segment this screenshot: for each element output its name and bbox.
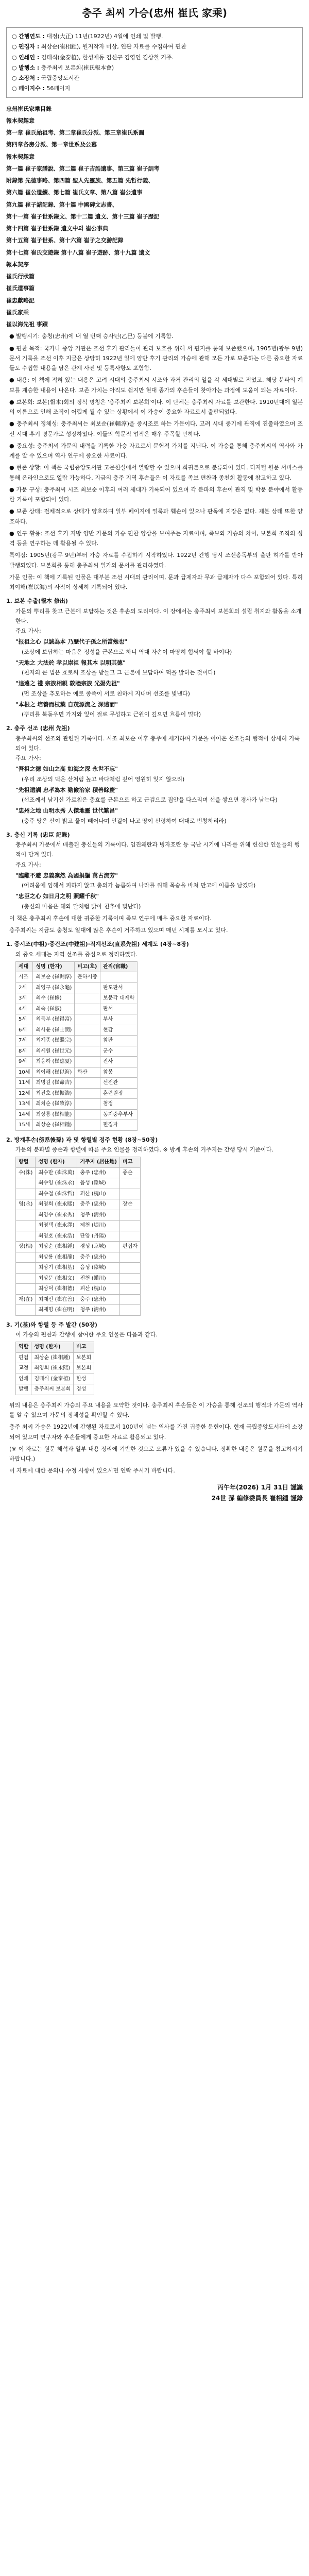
- block-subheading: 주요 가사:: [15, 861, 41, 868]
- section-label: 崔氏遺事篇: [6, 285, 35, 292]
- paragraph-text: 내용: 이 책에 적혀 있는 내용은 고려 시대의 충주최씨 시조와 과거 관리의 일을 각 세대별로 적었고, 해당 분파의 계보를 계승한 내용이 나온다. 보존 가치는 아직도 쉽지만 현대 종가의 후손들이 찾아가는 과정에 도움이 되는 자료이다.: [9, 377, 303, 394]
- table-cell: 최상룡 (崔相龍): [36, 1252, 77, 1263]
- table-cell: 최상순 (崔相鍾): [33, 1120, 75, 1131]
- table-row: [16, 1057, 138, 1067]
- table-cell: 최보순 (崔輔淳): [33, 972, 75, 983]
- meta-row: ○ 발행소 : 충주최씨 보본회(崔氏報本會): [12, 64, 114, 71]
- toc-item: 第十一篇 崔子世系錄文、第十二篇 遺文、第十三篇 崔子歷記: [6, 213, 160, 220]
- table-cell: 최영수 (崔永秀): [36, 1210, 77, 1221]
- table-cell: [16, 1305, 36, 1316]
- paragraph-text: 보본회: 보본(報本)회의 정식 명칭은 '충주최씨 보본회'이다. 이 단체는 충주최씨 자료를 보관한다. 1910년대에 일본의 이름으로 인해 조직이 어렵게 될 수 있는 상황에서 이 가승이 중요한 자료로서 출판되었다.: [9, 398, 303, 415]
- table-header-cell: 역할: [16, 1342, 31, 1353]
- meta-row: ○ 소장처 : 국립중앙도서관: [12, 75, 80, 81]
- table-cell: 최상덕 (崔相德): [36, 1284, 77, 1295]
- table-cell: 군수: [100, 1046, 138, 1057]
- table-section-2: [6, 1135, 303, 1316]
- table-cell: 최재선 (崔在善): [36, 1294, 77, 1305]
- table-cell: [75, 1099, 100, 1110]
- table-cell: 상(相): [16, 1242, 36, 1252]
- table-cell: 충주 (忠州): [77, 1199, 120, 1210]
- table-cell: 최이해 (崔以海): [33, 1067, 75, 1078]
- table-cell: 최상룡 (崔相龍): [33, 1109, 75, 1120]
- table-cell: 12세: [16, 1088, 33, 1099]
- section-heading: 忠州崔氏家乘目錄: [6, 105, 52, 112]
- table-cell: 판서: [100, 1004, 138, 1014]
- table-cell: 판도판서: [100, 982, 138, 993]
- table-title: 3. 기(基)와 항렬 등 주 발간 (50장): [6, 1321, 97, 1328]
- table-cell: [120, 1231, 141, 1242]
- table-cell: [120, 1252, 141, 1263]
- table-cell: [75, 1025, 100, 1036]
- table-header-cell: 성명 (한자): [36, 1157, 77, 1168]
- content-block: [6, 723, 303, 826]
- table-cell: 최수 (崔修): [33, 993, 75, 1004]
- table-cell: 선전관: [100, 1078, 138, 1089]
- table-section-1: [6, 939, 303, 1131]
- toc-item: 第十四篇 崔子世系錄 遺文中의 崔公事典: [6, 225, 109, 232]
- section-label: 崔忠獻略記: [6, 297, 35, 304]
- summary-paragraph: ● 내용: 이 책에 적혀 있는 내용은 고려 시대의 충주최씨 시조와 과거 관리의 일을 각 세대별로 적었고, 해당 분파의 계보를 계승한 내용이 나온다. 보존 가치는 아직도 쉽지만 현대 종가의 후손들이 찾아가는 과정에 도움이 되는 자료이다.: [9, 377, 303, 394]
- table-row: [16, 1178, 141, 1189]
- closing-section: [6, 1400, 303, 1476]
- block-note: 충주최씨는 지금도 충청도 일대에 많은 후손이 거주하고 있으며 매년 시제를 모시고 있다.: [9, 927, 228, 934]
- table-row: [16, 1252, 141, 1263]
- table-header-cell: 거주지 (居住地): [77, 1157, 120, 1168]
- table-cell: 최사윤 (崔士潤): [33, 1025, 75, 1036]
- table-row: [16, 1167, 141, 1178]
- table-cell: 최수철 (崔洙哲): [36, 1189, 77, 1199]
- table-cell: [120, 1178, 141, 1189]
- summary-paragraph: ● 보본회: 보본(報本)회의 정식 명칭은 '충주최씨 보본회'이다. 이 단체는 충주최씨 자료를 보관한다. 1910년대에 일본의 이름으로 인해 조직이 어렵게 될 수 있는 상황에서 이 가승이 중요한 자료로서 출판되었다.: [9, 398, 303, 415]
- table-header-cell: 항렬: [16, 1157, 36, 1168]
- table-cell: [120, 1189, 141, 1199]
- table-cell: 4세: [16, 1004, 33, 1014]
- block-subheading: 주요 가사:: [15, 628, 41, 634]
- verse-translation: (어려움에 임해서 피하지 않고 충의가 늠름하여 나라를 위해 목숨을 바쳐 만고에 이름을 남겼다): [22, 882, 256, 889]
- table-cell: [16, 1273, 36, 1284]
- table-cell: [75, 1036, 100, 1046]
- editor-note: 가문 인물: 이 책에 기록된 인물은 대부분 조선 시대의 관리이며, 문과 급제자와 무과 급제자가 다수 포함되어 있다. 특히 최이해(崔以海)의 사적이 상세히 기록되어 있다.: [9, 573, 303, 590]
- table-cell: 교정: [16, 1363, 31, 1374]
- table-row: [16, 1004, 138, 1014]
- table-subtitle: 가문의 분파별 종손과 항렬에 따른 주요 인물을 정리하였다. ※ 방계 후손의 거주지는 간행 당시 기준이다.: [15, 1146, 273, 1153]
- table-cell: [75, 1120, 100, 1131]
- table-title: 2. 방계후손(傍系後孫) 과 및 항렬별 정주 현황 (8장~50장): [6, 1136, 158, 1143]
- verse-translation: (뿌리를 북돋우면 가지와 잎이 절로 무성하고 근원이 깊으면 흐름이 멀다): [22, 711, 201, 718]
- verse-original: "先祖遺訓 忠孝為本 勤儉治家 積善餘慶": [15, 786, 118, 793]
- toc-item: 第十五篇 崔子世系、第十六篇 崔子之交游記錄: [6, 237, 124, 244]
- table-row: [16, 1025, 138, 1036]
- table-cell: 청주 (淸州): [77, 1210, 120, 1221]
- paragraph-text: 편찬 목적: 국가나 중앙 기관은 조선 후기 관리들이 관리 보호를 위해 서 편지를 통해 보존했으며, 1905년(광무 9년) 문서 기록을 조선 이후 지금은 상당히 1922년 일에 양반 후기 관리의 가승에 관해 모든 가로 보존하는 다른 중요한 자료들도 수집함 내용을 담은 관계 사진 및 등록사항도 포함함.: [9, 345, 303, 371]
- summary-paragraph: ● 충주최씨 정체성: 충주최씨는 최보순(崔輔淳)을 중시조로 하는 가문이다. 고려 시대 중기에 관직에 진출하였으며 조선 시대 후기 명문가로 성장하였다. 이들의 학문적 업적은 매우 주목할 만하다.: [9, 420, 303, 437]
- table-cell: 최재명 (崔在明): [36, 1305, 77, 1316]
- table-cell: 최영호 (崔永浩): [36, 1231, 77, 1242]
- table-cell: 수(洙): [16, 1167, 36, 1178]
- table-cell: 음성 (陰城): [77, 1178, 120, 1189]
- table-cell: 충주 (忠州): [77, 1252, 120, 1263]
- table-cell: 재(在): [16, 1294, 36, 1305]
- table-cell: [75, 1078, 100, 1089]
- block-heading: 2. 충주 선조 (忠州 先祖): [6, 725, 70, 732]
- content-block: [6, 830, 303, 911]
- table-cell: 보본회: [74, 1352, 94, 1363]
- paragraph-text: 발행시기: 충청(忠州)에 내 열 번째 승사년(乙巳) 등불에 기록함.: [16, 333, 174, 340]
- table-cell: [75, 1088, 100, 1099]
- table-row: [16, 1273, 141, 1284]
- table-cell: [120, 1221, 141, 1231]
- table-cell: 부사: [100, 1014, 138, 1025]
- block-note: 이 책은 충주최씨 후손에 대한 귀중한 기록이며 족보 연구에 매우 중요한 자료이다.: [9, 914, 212, 922]
- summary-paragraph: ● 연구 활용: 조선 후기 지방 양반 가문의 가승 편찬 양상을 보여주는 자료이며, 족보와 가승의 차이, 보본회 조직의 성격 등을 연구하는 데 활용될 수 있다.: [9, 530, 303, 547]
- metadata-box: [6, 27, 303, 98]
- summary-paragraph: ● 현존 상황: 이 책은 국립중앙도서관 고문헌실에서 열람할 수 있으며 희귀본으로 분류되어 있다. 디지털 원문 서비스를 통해 온라인으로도 열람 가능하다. 지금의 충주 지역 후손들은 이 자료를 족보 편찬과 종친회 활동에 참고하고 있다.: [9, 464, 303, 481]
- table-cell: 충주 (忠州): [77, 1294, 120, 1305]
- verse-translation: (먼 조상을 추모하는 예로 종족이 서로 친하게 지내며 선조를 빛낸다): [22, 690, 190, 697]
- meta-value: 최상순(崔相鍾), 원저작자 미상, 연관 자료를 수집하여 편찬: [41, 43, 186, 50]
- signature-date: 丙午年(2026) 1月 31日 謹識: [217, 1483, 303, 1491]
- verse-original: "本根之 培養而枝葉 自茂源流之 深遠而": [15, 701, 118, 708]
- table-cell: [16, 1252, 36, 1263]
- verse-translation: (우리 조상의 덕은 산처럼 높고 바다처럼 깊어 영원히 잊지 않으리): [22, 775, 185, 783]
- table-cell: 진사: [100, 1057, 138, 1067]
- table-row: [16, 1199, 141, 1210]
- toc-item: 報本契趣意: [6, 117, 35, 124]
- meta-row: ○ 편집자 : 최상순(崔相鍾), 원저작자 미상, 연관 자료를 수집하여 편찬: [12, 43, 186, 50]
- verse-translation: (충주 땅은 산이 밝고 물이 빼어나며 인걸이 나고 땅이 신령하여 대대로 번창하리라): [22, 817, 227, 824]
- publication-table: [15, 1342, 94, 1395]
- verse-translation: (조상에 보답하는 마음은 정성을 근본으로 하니 역대 자손이 마땅히 힘써야 할 바이다): [22, 648, 232, 655]
- table-cell: 동지중추부사: [100, 1109, 138, 1120]
- toc-item: 報本契趣意: [6, 153, 35, 160]
- verse-translation: (선조께서 남기신 가르침은 충효를 근본으로 하고 근검으로 집안을 다스리며 선을 쌓으면 경사가 남는다): [22, 796, 278, 803]
- meta-label: 발행소 :: [19, 64, 40, 71]
- block-subheading: 주요 가사:: [15, 755, 41, 761]
- closing-paragraph: 충주 최씨 가승은 1922년에 간행된 자료로서 100년이 넘는 역사를 가진 귀중한 문헌이다. 현재 국립중앙도서관에 소장되어 있으며 연구자와 후손들에게 중요한 자료로 활용되고 있다.: [9, 1423, 303, 1440]
- table-cell: 10세: [16, 1067, 33, 1078]
- summary-paragraph: ● 발행시기: 충청(忠州)에 내 열 번째 승사년(乙巳) 등불에 기록함.: [9, 333, 174, 340]
- meta-label: 인쇄인 :: [19, 54, 40, 61]
- table-cell: 최상기 (崔相基): [36, 1263, 77, 1274]
- table-cell: 15세: [16, 1120, 33, 1131]
- table-cell: 최상순 (崔相鍾): [31, 1352, 74, 1363]
- table-cell: [75, 1004, 100, 1014]
- table-cell: 최계종 (崔繼宗): [33, 1036, 75, 1046]
- table-cell: 훈련원정: [100, 1088, 138, 1099]
- table-cell: [75, 993, 100, 1004]
- table-row: [16, 993, 138, 1004]
- table-row: [16, 1363, 94, 1374]
- table-cell: 최상순 (崔相鍾): [36, 1242, 77, 1252]
- table-cell: 최영희 (崔永熙): [36, 1199, 77, 1210]
- block-body: 충주최씨의 선조와 관련된 기록이다. 시조 최보순 이후 충주에 세거하며 가문을 이어온 선조들의 행적이 상세히 기록되어 있다.: [15, 735, 300, 752]
- table-row: [16, 1374, 94, 1384]
- table-cell: 문하시중: [75, 972, 100, 983]
- table-section-3: [6, 1320, 303, 1395]
- table-cell: 11세: [16, 1078, 33, 1089]
- table-row: [16, 1305, 141, 1316]
- table-cell: 편집자: [120, 1242, 141, 1252]
- table-cell: 충주 (忠州): [77, 1167, 120, 1178]
- table-header-cell: 비고: [74, 1342, 94, 1353]
- verse-original: "臨難不避 忠義凜然 為國捐軀 萬古流芳": [15, 872, 118, 879]
- page-title: 충주 최씨 가승(忠州 崔氏 家乘): [81, 7, 228, 19]
- table-cell: 시조: [16, 972, 33, 983]
- table-row: [16, 1352, 94, 1363]
- toc-item: 第九篇 崔子諸記錄、第十篇 中國碑文志書、: [6, 201, 118, 208]
- paragraph-text: 연구 활용: 조선 후기 지방 양반 가문의 가승 편찬 양상을 보여주는 자료이며, 족보와 가승의 차이, 보본회 조직의 성격 등을 연구하는 데 활용될 수 있다.: [9, 530, 303, 547]
- verse-original: "吾祖之德 如山之高 如海之深 永世不忘": [15, 766, 118, 773]
- table-cell: 최영구 (崔永龜): [33, 982, 75, 993]
- content-blocks: [6, 596, 303, 935]
- table-header-cell: 성명 (한자): [33, 961, 75, 972]
- block-body: 충주최씨 가문에서 배출된 충신들의 기록이다. 임진왜란과 병자호란 등 국난 시기에 나라를 위해 헌신한 인물들의 행적이 담겨 있다.: [15, 841, 300, 858]
- table-cell: [75, 1014, 100, 1025]
- table-cell: 충주최씨 보본회: [31, 1384, 74, 1395]
- table-cell: 장손: [120, 1199, 141, 1210]
- meta-label: 간행연도 :: [19, 33, 45, 40]
- table-subtitle: 의 중요 세대는 지역 선조를 중심으로 정리하였다.: [15, 951, 138, 958]
- meta-value: 국립중앙도서관: [41, 75, 80, 81]
- table-cell: 편집: [16, 1352, 31, 1363]
- verse-original: "忠州之地 山明水秀 人傑地靈 世代繁昌": [15, 807, 118, 815]
- table-cell: 영(永): [16, 1199, 36, 1210]
- section-label: 報本契序: [6, 261, 29, 268]
- table-row: [16, 1242, 141, 1252]
- table-cell: 최영택 (崔永澤): [36, 1221, 77, 1231]
- table-cell: [75, 982, 100, 993]
- table-cell: 청주 (淸州): [77, 1305, 120, 1316]
- closing-paragraph: 위의 내용은 충주최씨 가승의 주요 내용을 요약한 것이다. 충주최씨 후손들은 이 가승을 통해 선조의 행적과 가문의 역사를 알 수 있으며 가문의 정체성을 확인할 수 있다.: [9, 1401, 303, 1418]
- table-cell: [120, 1305, 141, 1316]
- branch-table: [15, 1157, 141, 1316]
- verse-original: "天地之 大法於 孝以崇祖 報其本 以明其德": [15, 659, 126, 666]
- paragraph-text: 충주최씨 정체성: 충주최씨는 최보순(崔輔淳)을 중시조로 하는 가문이다. 고려 시대 중기에 관직에 진출하였으며 조선 시대 후기 명문가로 성장하였다. 이들의 학문적 업적은 매우 주목할 만하다.: [9, 420, 303, 437]
- table-row: [16, 1067, 138, 1078]
- meta-value: 충주최씨 보본회(崔氏報本會): [41, 64, 114, 71]
- summary-paragraph: ● 보존 상태: 전체적으로 상태가 양호하며 일부 페이지에 얼룩과 훼손이 있으나 판독에 지장은 없다. 제본 상태 또한 양호하다.: [9, 508, 303, 525]
- toc-item: 第十七篇 崔氏交遊錄 第十八篇 崔子遊跡、第十九篇 遺文: [6, 249, 150, 256]
- table-row: [16, 1109, 138, 1120]
- table-cell: [16, 1189, 36, 1199]
- summary-paragraph: ● 편찬 목적: 국가나 중앙 기관은 조선 후기 관리들이 관리 보호를 위해 서 편지를 통해 보존했으며, 1905년(광무 9년) 문서 기록을 조선 이후 지금은 상당히 1922년 일에 양반 후기 관리의 가승에 관해 모든 가로 보존하는 다른 중요한 자료들도 수집함 내용을 담은 관계 사진 및 등록사항도 포함함.: [9, 345, 303, 371]
- table-header-row: [16, 961, 138, 972]
- table-cell: 한성: [74, 1374, 94, 1384]
- table-cell: 9세: [16, 1057, 33, 1067]
- table-header-cell: 비고: [120, 1157, 141, 1168]
- table-row: [16, 1294, 141, 1305]
- table-cell: 참판: [100, 1036, 138, 1046]
- table-cell: 7세: [16, 1036, 33, 1046]
- section-label: 崔以海先祖 事蹟: [6, 321, 48, 328]
- table-cell: 최상문 (崔相文): [36, 1273, 77, 1284]
- lineage-table: [15, 961, 138, 1131]
- summary-paragraph: ● 가문 구성: 충주최씨 시조 최보순 이후의 여러 세대가 기록되어 있으며 각 분파의 후손이 관직 및 학문 분야에서 활동한 기록이 포함되어 있다.: [9, 486, 303, 503]
- table-header-cell: 세대: [16, 961, 33, 972]
- meta-label: 페이지수 :: [19, 85, 45, 92]
- toc-item: 第一章 崔氏始祖考、第二章崔氏分派、第三章崔氏系圖: [6, 129, 144, 136]
- table-cell: 편집자: [100, 1120, 138, 1131]
- table-header-cell: 관직(官職): [100, 961, 138, 972]
- meta-row: ○ 페이지수 : 56페이지: [12, 85, 71, 92]
- toc-item: 第一篇 崔子家譜說、第二篇 崔子吉誥遺事、第三篇 崔子訓考: [6, 165, 160, 172]
- meta-value: 56페이지: [46, 85, 71, 92]
- table-cell: 진천 (鎭川): [77, 1273, 120, 1284]
- verse-translation: (천지의 큰 법은 효로써 조상을 받들고 그 근본에 보답하여 덕을 밝히는 것이다): [22, 669, 216, 676]
- table-cell: 경성 (京城): [77, 1242, 120, 1252]
- meta-label: 편집자 :: [19, 43, 40, 50]
- meta-label: 소장처 :: [19, 75, 40, 81]
- meta-row: ○ 인쇄인 : 김태식(金泰植), 한성재동 김신구 김영인 김상철 거주.: [12, 54, 174, 61]
- table-cell: [75, 1046, 100, 1057]
- table-cell: [16, 1263, 36, 1274]
- table-row: [16, 1120, 138, 1131]
- table-cell: 14세: [16, 1109, 33, 1120]
- table-header-cell: 성명 (한자): [31, 1342, 74, 1353]
- table-cell: 첨정: [100, 1099, 138, 1110]
- table-cell: 최영희 (崔永熙): [31, 1363, 74, 1374]
- table-cell: 2세: [16, 982, 33, 993]
- table-cell: 3세: [16, 993, 33, 1004]
- table-cell: 괴산 (槐山): [77, 1284, 120, 1295]
- section-label: 崔氏家乘: [6, 309, 29, 316]
- meta-value: 김태식(金泰植), 한성재동 김신구 김영인 김상철 거주.: [41, 54, 174, 61]
- content-block: [6, 596, 303, 719]
- toc-section: [6, 104, 303, 258]
- table-cell: [75, 1109, 100, 1120]
- table-row: [16, 1189, 141, 1199]
- table-cell: 보본회: [74, 1363, 94, 1374]
- table-cell: [120, 1210, 141, 1221]
- table-cell: 최득부 (崔得富): [33, 1014, 75, 1025]
- table-cell: 8세: [16, 1046, 33, 1057]
- table-cell: 종손: [120, 1167, 141, 1178]
- toc-item: 第四章各房分派、第一章世系及公墓: [6, 141, 97, 148]
- table-row: [16, 1231, 141, 1242]
- table-row: [16, 972, 138, 983]
- toc-item: 附錄第 先德事略、第四篇 聖人先靈族、第五篇 先哲行義、: [6, 177, 154, 184]
- table-cell: 최진호 (崔振浩): [33, 1088, 75, 1099]
- table-row: [16, 1099, 138, 1110]
- table-cell: 김태식 (金泰植): [31, 1374, 74, 1384]
- table-row: [16, 1210, 141, 1221]
- table-cell: 괴산 (槐山): [77, 1189, 120, 1199]
- table-row: [16, 1284, 141, 1295]
- table-row: [16, 1078, 138, 1089]
- block-heading: 3. 충신 기록 (忠臣 記錄): [6, 831, 70, 838]
- table-cell: 5세: [16, 1014, 33, 1025]
- table-row: [16, 1014, 138, 1025]
- table-cell: 경성: [74, 1384, 94, 1395]
- table-cell: 최수만 (崔洙萬): [36, 1167, 77, 1178]
- table-cell: [16, 1210, 36, 1221]
- table-cell: [120, 1284, 141, 1295]
- verse-translation: (충신의 마음은 해와 달처럼 밝아 천추에 빛난다): [22, 903, 141, 910]
- signature-name: 24世 孫 編修委員長 崔相鍾 謹錄: [211, 1494, 303, 1502]
- table-cell: 단양 (丹陽): [77, 1231, 120, 1242]
- paragraph-text: 가문 구성: 충주최씨 시조 최보순 이후의 여러 세대가 기록되어 있으며 각 분파의 후손이 관직 및 학문 분야에서 활동한 기록이 포함되어 있다.: [9, 486, 303, 503]
- meta-value: 대정(大正) 11년(1922년) 4월에 인쇄 및 발행.: [46, 33, 163, 40]
- table-cell: 최숙 (崔淑): [33, 1004, 75, 1014]
- table-cell: [16, 1221, 36, 1231]
- closing-paragraph: 이 자료에 대한 문의나 수정 사항이 있으시면 연락 주시기 바랍니다.: [9, 1467, 175, 1475]
- table-cell: 제천 (堤川): [77, 1221, 120, 1231]
- meta-row: ○ 간행연도 : 대정(大正) 11년(1922년) 4월에 인쇄 및 발행.: [12, 33, 163, 40]
- table-cell: [16, 1284, 36, 1295]
- paragraph-text: 보존 상태: 전체적으로 상태가 양호하며 일부 페이지에 얼룩과 훼손이 있으나 판독에 지장은 없다. 제본 상태 또한 양호하다.: [9, 508, 303, 525]
- summary-section: [6, 260, 303, 592]
- verse-original: "忠臣之心 如日月之明 照耀千秋": [15, 893, 99, 900]
- table-cell: 최세원 (崔世元): [33, 1046, 75, 1057]
- table-row: [16, 1036, 138, 1046]
- table-cell: 인쇄: [16, 1374, 31, 1384]
- verse-original: "追遠之 禮 宗族相親 敦睦宗族 光揚先祖": [15, 680, 120, 687]
- block-body: 가문의 뿌리를 찾고 근본에 보답하는 것은 후손의 도리이다. 이 장에서는 충주최씨 보본회의 설립 취지와 활동을 소개한다.: [15, 607, 302, 624]
- table-row: [16, 1384, 94, 1395]
- table-cell: 학산: [75, 1067, 100, 1078]
- table-header-cell: 비고(호): [75, 961, 100, 972]
- section-label: 崔氏行狀篇: [6, 273, 35, 280]
- table-cell: [75, 1057, 100, 1067]
- table-cell: [100, 972, 138, 983]
- table-subtitle: 이 가승의 편찬과 간행에 참여한 주요 인물은 다음과 같다.: [15, 1331, 158, 1338]
- table-cell: 음성 (陰城): [77, 1263, 120, 1274]
- table-cell: 13세: [16, 1099, 33, 1110]
- table-row: [16, 1221, 141, 1231]
- table-row: [16, 1046, 138, 1057]
- table-cell: 참봉: [100, 1067, 138, 1078]
- table-cell: 최치순 (崔致淳): [33, 1099, 75, 1110]
- closing-paragraph: (※ 이 자료는 원문 해석과 일부 내용 정리에 기반한 것으로 오류가 있을 수 있습니다. 정확한 내용은 원문을 참고하시기 바랍니다.): [9, 1445, 303, 1462]
- table-cell: 최응하 (崔應夏): [33, 1057, 75, 1067]
- table-title: 1. 중시조(中祖)·중건조(中建祖)·직계선조(直系先祖) 세계도 (4장~8장): [6, 941, 189, 948]
- summary-paragraph: ● 중요성: 충주최씨 가문의 내력을 기록한 가승 자료로서 문헌적 가치를 지닌다. 이 가승을 통해 충주최씨의 역사와 가계를 알 수 있으며 역사 연구에 중요한 사료이다.: [9, 442, 303, 459]
- table-cell: [120, 1294, 141, 1305]
- table-row: [16, 1088, 138, 1099]
- table-header-row: [16, 1157, 141, 1168]
- verse-original: "报祖之心 以誠為本 乃歷代子孫之所當勉也": [15, 638, 128, 646]
- table-cell: 최명길 (崔命吉): [33, 1078, 75, 1089]
- table-cell: [16, 1178, 36, 1189]
- editor-note: 특이점: 1905년(광무 9년)부터 가승 자료를 수집하기 시작하였다. 1922년 간행 당시 조선총독부의 출판 허가를 받아 발행되었다. 보본회를 통해 충주최씨 일가의 문서를 관리하였다.: [9, 552, 303, 569]
- table-header-row: [16, 1342, 94, 1353]
- paragraph-text: 현존 상황: 이 책은 국립중앙도서관 고문헌실에서 열람할 수 있으며 희귀본으로 분류되어 있다. 디지털 원문 서비스를 통해 온라인으로도 열람 가능하다. 지금의 충주 지역 후손들은 이 자료를 족보 편찬과 종친회 활동에 참고하고 있다.: [9, 464, 303, 481]
- table-row: [16, 982, 138, 993]
- table-cell: 최수영 (崔洙永): [36, 1178, 77, 1189]
- table-cell: 발행: [16, 1384, 31, 1395]
- table-cell: 6세: [16, 1025, 33, 1036]
- table-cell: 보문각 대제학: [100, 993, 138, 1004]
- table-cell: [120, 1263, 141, 1274]
- block-heading: 1. 보본 수출(報本 修出): [6, 598, 68, 605]
- table-cell: [120, 1273, 141, 1284]
- table-cell: 현감: [100, 1025, 138, 1036]
- toc-item: 第六篇 崔公遺續、第七篇 崔氏文章、第八篇 崔公遺事: [6, 189, 143, 196]
- table-cell: [16, 1231, 36, 1242]
- table-row: [16, 1263, 141, 1274]
- paragraph-text: 중요성: 충주최씨 가문의 내력을 기록한 가승 자료로서 문헌적 가치를 지닌다. 이 가승을 통해 충주최씨의 역사와 가계를 알 수 있으며 역사 연구에 중요한 사료이다.: [9, 442, 303, 459]
